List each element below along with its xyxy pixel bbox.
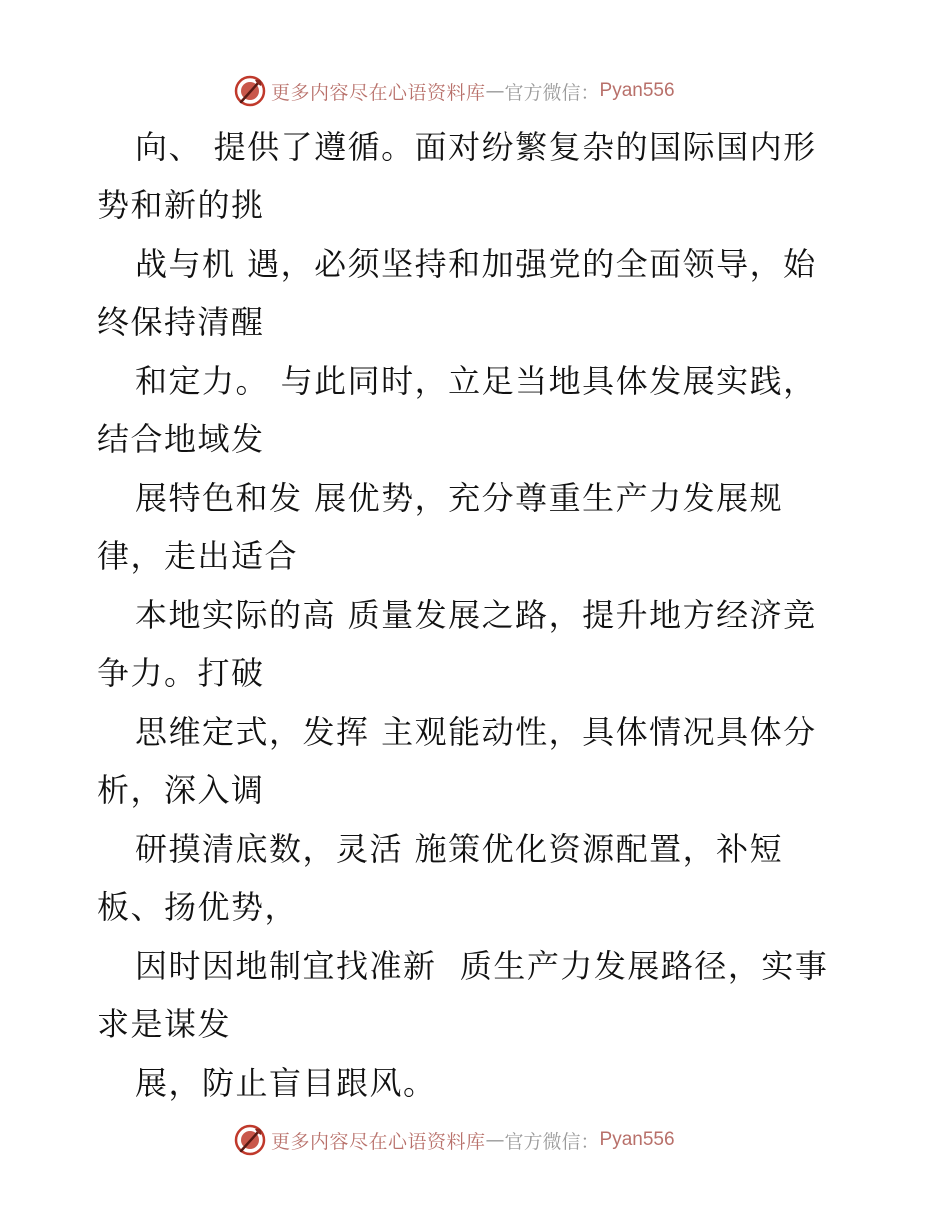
text-line: 板、扬优势， [97, 888, 299, 926]
text-line: 向、 提供了遵循。面对纷繁复杂的国际国内形 [135, 128, 817, 166]
footer-watermark [233, 1122, 675, 1158]
watermark-contact-id: Pyan556 [599, 80, 675, 101]
watermark-contact-id: Pyan556 [599, 1129, 675, 1150]
watermark-site-text: 更多内容尽在心语资料库 [271, 81, 486, 104]
text-line: 律，走出适合 [97, 537, 299, 575]
watermark-separator: — [485, 80, 505, 102]
text-line: 求是谋发 [97, 1005, 232, 1043]
text-line: 战与机 遇，必须坚持和加强党的全面领导，始 [135, 245, 817, 283]
text-line: 展特色和发 展优势，充分尊重生产力发展规 [135, 479, 784, 517]
text-line: 结合地域发 [97, 420, 265, 458]
text-line: 争力。打破 [97, 654, 265, 692]
text-line: 思维定式，发挥 主观能动性，具体情况具体分 [135, 713, 817, 751]
quill-seal-icon [233, 74, 267, 108]
quill-seal-icon [233, 1123, 267, 1157]
text-line: 势和新的挑 [97, 186, 265, 224]
watermark-separator: — [485, 1129, 505, 1151]
watermark-site-text: 更多内容尽在心语资料库 [271, 1130, 486, 1153]
text-line: 本地实际的高 质量发展之路，提升地方经济竞 [135, 596, 817, 634]
text-line: 析，深入调 [97, 771, 265, 809]
watermark-contact-label: 官方微信： [504, 81, 600, 104]
text-line: 研摸清底数，灵活 施策优化资源配置，补短 [135, 830, 784, 868]
text-line: 终保持清醒 [97, 303, 265, 341]
text-line: 因时因地制宜找准新 质生产力发展路径，实事 [135, 947, 829, 985]
header-watermark [233, 73, 675, 109]
text-line: 和定力。 与此同时，立足当地具体发展实践， [135, 362, 817, 400]
watermark-contact-label: 官方微信： [504, 1130, 600, 1153]
text-line: 展，防止盲目跟风。 [135, 1064, 437, 1102]
